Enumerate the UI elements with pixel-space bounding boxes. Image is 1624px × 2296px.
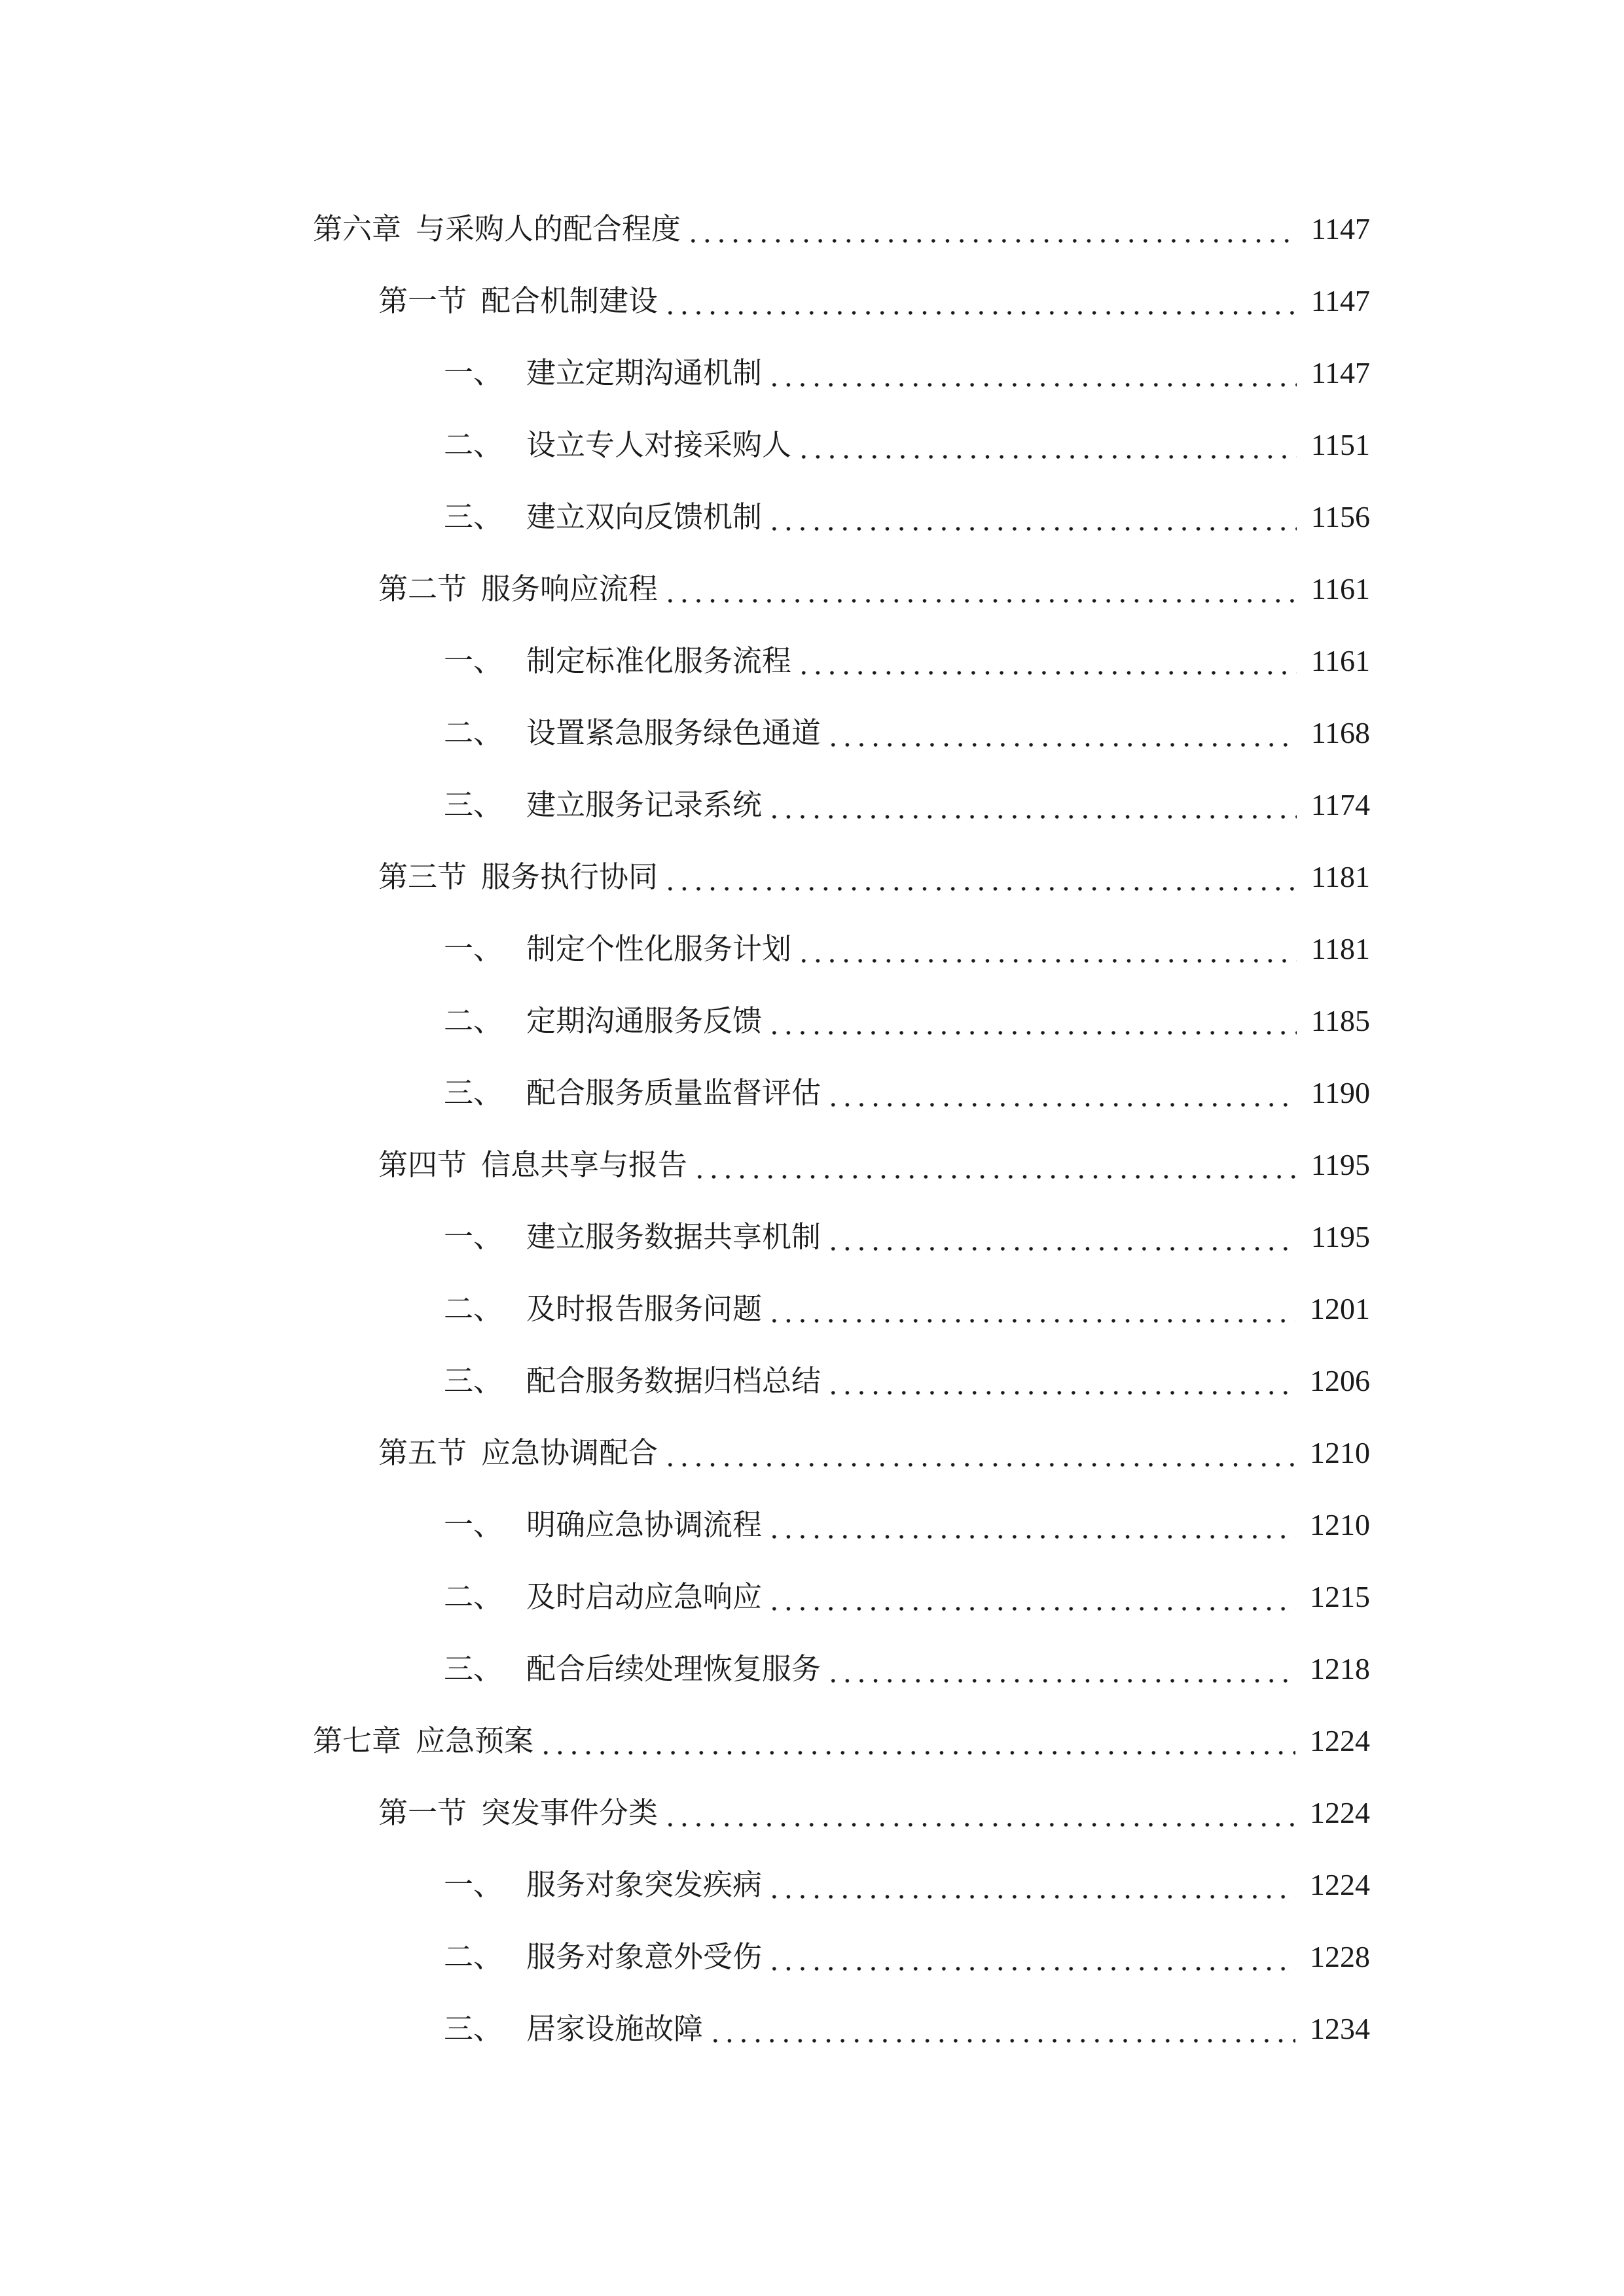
toc-entry-title: 配合服务质量监督评估	[526, 1075, 821, 1110]
toc-entry-page-number: 1224	[1310, 1868, 1370, 1901]
toc-entry-page-number: 1218	[1310, 1652, 1370, 1685]
toc-row	[0, 1069, 1624, 1117]
toc-row	[0, 2005, 1624, 2053]
toc-row	[0, 1501, 1624, 1549]
toc-entry-subsection[interactable]	[444, 1357, 1370, 1405]
toc-entry-subsection[interactable]	[444, 1861, 1370, 1909]
toc-row	[0, 1141, 1624, 1189]
toc-entry-title: 配合机制建设	[481, 283, 659, 318]
toc-entry-title: 服务执行协同	[481, 859, 659, 894]
toc-entry-title: 服务对象意外受伤	[526, 1939, 763, 1974]
toc-row	[0, 637, 1624, 685]
toc-entry-subsection[interactable]	[444, 1573, 1370, 1621]
toc-entry-title: 与采购人的配合程度	[416, 211, 681, 246]
toc-entry-title: 明确应急协调流程	[526, 1507, 763, 1542]
toc-entry-prefix: 三、	[444, 499, 503, 534]
toc-row	[0, 1573, 1624, 1621]
toc-entry-page-number: 1224	[1310, 1724, 1370, 1757]
toc-entry-page-number: 1147	[1310, 284, 1370, 317]
toc-entry-page-number: 1151	[1310, 428, 1370, 461]
toc-entry-prefix: 二、	[444, 1939, 503, 1974]
toc-entry-title: 信息共享与报告	[481, 1147, 688, 1182]
dot-leader	[686, 214, 1297, 243]
toc-entry-subsection[interactable]	[444, 1645, 1370, 1693]
dot-leader	[767, 1870, 1295, 1899]
toc-row	[0, 1861, 1624, 1909]
toc-entry-subsection[interactable]	[444, 1501, 1370, 1549]
toc-entry-chapter[interactable]	[313, 206, 1370, 253]
toc-entry-page-number: 1215	[1310, 1580, 1370, 1613]
toc-entry-prefix: 第一节	[378, 1795, 467, 1830]
dot-leader	[797, 646, 1297, 675]
toc-entry-title: 突发事件分类	[481, 1795, 659, 1830]
dot-leader	[826, 1078, 1297, 1107]
toc-entry-page-number: 1201	[1310, 1292, 1370, 1325]
toc-entry-page-number: 1210	[1310, 1508, 1370, 1541]
toc-entry-prefix: 二、	[444, 1003, 503, 1038]
toc-entry-title: 制定个性化服务计划	[526, 931, 792, 966]
toc-entry-page-number: 1234	[1310, 2012, 1370, 2045]
toc-entry-subsection[interactable]	[444, 1069, 1370, 1117]
toc-entry-page-number: 1168	[1310, 716, 1370, 749]
toc-entry-prefix: 三、	[444, 1651, 503, 1686]
toc-entry-prefix: 二、	[444, 1291, 503, 1326]
toc-entry-title: 居家设施故障	[526, 2011, 704, 2046]
toc-entry-prefix: 第四节	[378, 1147, 467, 1182]
toc-entry-page-number: 1210	[1310, 1436, 1370, 1469]
toc-row	[0, 853, 1624, 901]
toc-entry-subsection[interactable]	[444, 637, 1370, 685]
toc-entry-subsection[interactable]	[444, 493, 1370, 541]
toc-entry-title: 定期沟通服务反馈	[526, 1003, 763, 1038]
dot-leader	[767, 790, 1297, 819]
toc-entry-title: 及时报告服务问题	[526, 1291, 763, 1326]
toc-entry-title: 及时启动应急响应	[526, 1579, 763, 1614]
toc-entry-prefix: 一、	[444, 931, 503, 966]
toc-entry-subsection[interactable]	[444, 1213, 1370, 1261]
toc-row	[0, 206, 1624, 253]
toc-row	[0, 709, 1624, 757]
toc-entry-prefix: 三、	[444, 2011, 503, 2046]
toc-entry-page-number: 1161	[1310, 644, 1370, 677]
dot-leader	[663, 1798, 1295, 1827]
toc-row	[0, 350, 1624, 397]
toc-entry-prefix: 第七章	[313, 1723, 402, 1758]
toc-entry-page-number: 1195	[1310, 1148, 1370, 1181]
toc-entry-subsection[interactable]	[444, 350, 1370, 397]
dot-leader	[539, 1726, 1295, 1755]
toc-entry-page-number: 1190	[1310, 1076, 1370, 1109]
toc-entry-title: 建立服务数据共享机制	[526, 1219, 821, 1254]
toc-entry-page-number: 1181	[1310, 860, 1370, 893]
toc-row	[0, 1645, 1624, 1693]
dot-leader	[797, 430, 1297, 459]
toc-row	[0, 781, 1624, 829]
toc-entry-title: 建立定期沟通机制	[526, 355, 763, 390]
toc-entry-page-number: 1224	[1310, 1796, 1370, 1829]
dot-leader	[797, 934, 1297, 963]
toc-row	[0, 925, 1624, 973]
toc-row	[0, 1429, 1624, 1477]
toc-row	[0, 1357, 1624, 1405]
toc-entry-section[interactable]	[378, 565, 1370, 613]
toc-entry-title: 配合服务数据归档总结	[526, 1363, 821, 1398]
toc-entry-prefix: 第二节	[378, 571, 467, 606]
toc-row	[0, 422, 1624, 469]
toc-entry-title: 设置紧急服务绿色通道	[526, 715, 821, 750]
toc-row	[0, 565, 1624, 613]
toc-entry-prefix: 第六章	[313, 211, 402, 246]
dot-leader	[663, 862, 1297, 891]
toc-entry-subsection[interactable]	[444, 781, 1370, 829]
toc-entry-page-number: 1181	[1310, 932, 1370, 965]
toc-entry-subsection[interactable]	[444, 925, 1370, 973]
toc-entry-title: 应急预案	[416, 1723, 534, 1758]
toc-entry-subsection[interactable]	[444, 2005, 1370, 2053]
toc-row	[0, 1213, 1624, 1261]
toc-entry-page-number: 1156	[1310, 500, 1370, 533]
toc-entry-page-number: 1161	[1310, 572, 1370, 605]
toc-entry-title: 制定标准化服务流程	[526, 643, 792, 678]
dot-leader	[663, 286, 1297, 315]
toc-entry-page-number: 1174	[1310, 788, 1370, 821]
dot-leader	[826, 1366, 1295, 1395]
toc-entry-chapter[interactable]	[313, 1717, 1370, 1765]
dot-leader	[708, 2014, 1295, 2043]
toc-entry-subsection[interactable]	[444, 422, 1370, 469]
toc-entry-prefix: 第一节	[378, 283, 467, 318]
toc-entry-page-number: 1195	[1310, 1220, 1370, 1253]
toc-entry-section[interactable]	[378, 1429, 1370, 1477]
toc-entry-section[interactable]	[378, 853, 1370, 901]
toc-entry-title: 设立专人对接采购人	[526, 427, 792, 462]
dot-leader	[767, 358, 1297, 387]
toc-entry-prefix: 二、	[444, 427, 503, 462]
dot-leader	[693, 1150, 1297, 1179]
dot-leader	[663, 1438, 1295, 1467]
toc-entry-title: 服务对象突发疾病	[526, 1867, 763, 1902]
toc-entry-title: 服务响应流程	[481, 571, 659, 606]
toc-entry-title: 配合后续处理恢复服务	[526, 1651, 821, 1686]
toc-entry-subsection[interactable]	[444, 1285, 1370, 1333]
toc-entry-prefix: 一、	[444, 355, 503, 390]
toc-entry-page-number: 1147	[1310, 212, 1370, 245]
toc-entry-subsection[interactable]	[444, 709, 1370, 757]
toc-entry-prefix: 一、	[444, 1507, 503, 1542]
toc-entry-page-number: 1147	[1310, 356, 1370, 389]
toc-row	[0, 1933, 1624, 1981]
toc-entry-page-number: 1185	[1310, 1004, 1370, 1037]
dot-leader	[826, 1654, 1295, 1683]
toc-entry-section[interactable]	[378, 1789, 1370, 1837]
toc-entry-prefix: 三、	[444, 1363, 503, 1398]
dot-leader	[767, 1942, 1295, 1971]
dot-leader	[826, 1222, 1297, 1251]
toc-row	[0, 1285, 1624, 1333]
toc-entry-prefix: 第五节	[378, 1435, 467, 1470]
toc-row	[0, 278, 1624, 325]
toc-entry-prefix: 第三节	[378, 859, 467, 894]
toc-row	[0, 493, 1624, 541]
toc-entry-prefix: 二、	[444, 1579, 503, 1614]
toc-entry-page-number: 1206	[1310, 1364, 1370, 1397]
dot-leader	[826, 718, 1297, 747]
toc-entry-prefix: 三、	[444, 1075, 503, 1110]
toc-entry-section[interactable]	[378, 1141, 1370, 1189]
toc-entry-page-number: 1228	[1310, 1940, 1370, 1973]
toc-entry-prefix: 三、	[444, 787, 503, 822]
toc-entry-subsection[interactable]	[444, 997, 1370, 1045]
dot-leader	[767, 1006, 1297, 1035]
toc-entry-title: 应急协调配合	[481, 1435, 659, 1470]
toc-entry-title: 建立服务记录系统	[526, 787, 763, 822]
toc-row	[0, 1789, 1624, 1837]
toc-entry-prefix: 一、	[444, 643, 503, 678]
dot-leader	[767, 502, 1297, 531]
toc-row	[0, 997, 1624, 1045]
toc-entry-prefix: 一、	[444, 1219, 503, 1254]
dot-leader	[767, 1510, 1295, 1539]
toc-entry-title: 建立双向反馈机制	[526, 499, 763, 534]
toc-row	[0, 1717, 1624, 1765]
toc-entry-subsection[interactable]	[444, 1933, 1370, 1981]
dot-leader	[663, 574, 1297, 603]
toc-entry-prefix: 一、	[444, 1867, 503, 1902]
dot-leader	[767, 1582, 1295, 1611]
toc-entry-prefix: 二、	[444, 715, 503, 750]
dot-leader	[767, 1294, 1295, 1323]
toc-entry-section[interactable]	[378, 278, 1370, 325]
